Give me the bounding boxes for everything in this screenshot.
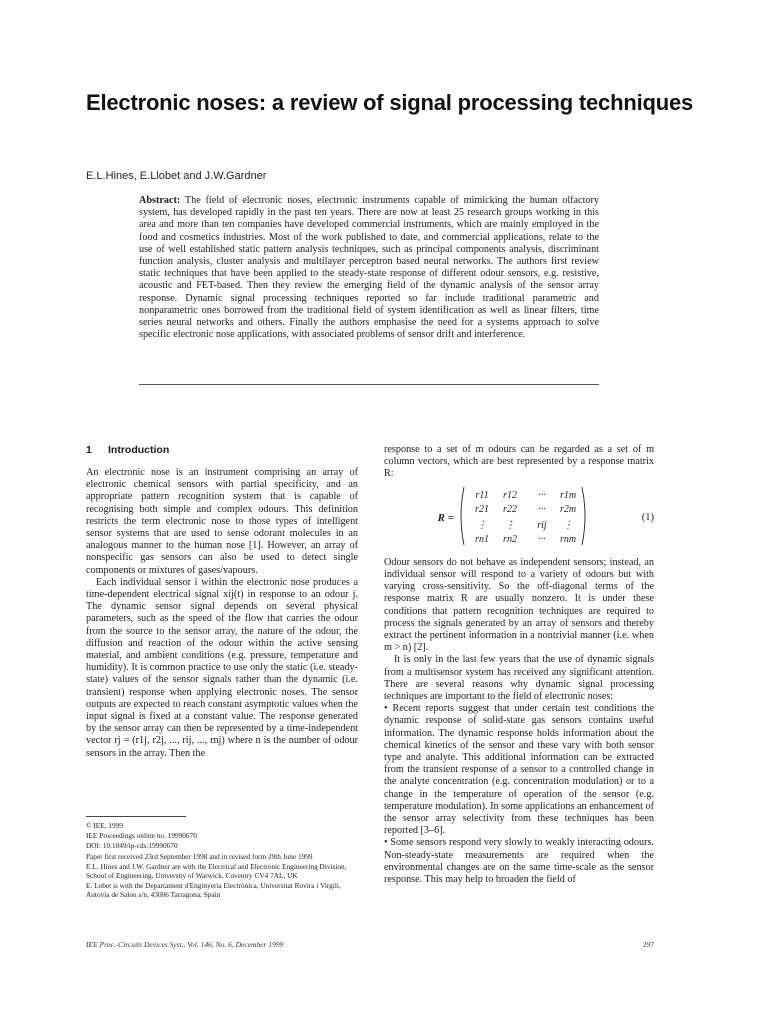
author-list: E.L.Hines, E.Llobet and J.W.Gardner	[86, 170, 267, 182]
footnotes	[86, 821, 358, 901]
paragraph: Each individual sensor i within the electronic nose produces a time-dependent electrical signal xij(t) in response to an odour j. The dynamic sensor signal depends on several physical parameters, such as the speed of the flow that carries the odour from the source to the sensor array, the nature of the odour, the diffusion and reaction of the odour within the active sensing material, and ambient conditions (e.g. pressure, temperature and humidity). It is common practice to use only the static (i.e. steady-state) values of the sensor signals rather than the dynamic (i.e. transient) response when applying electronic noses. The sensor outputs are expected to reach constant asymptotic values when the input signal is fixed at a constant value. The response generated by the sensor array can then be represented by a time-independent vector rj = (r1j, r2j, ..., rij, ..., rnj) where n is the number of odour sensors in the array. Then the	[86, 576, 358, 759]
paragraph: response to a set of m odours can be regarded as a set of m column vectors, which are best represented by a response matrix R:	[384, 444, 654, 480]
paragraph: An electronic nose is an instrument comprising an array of electronic chemical sensors with partial specificity, and an appropriate pattern recognition system that is capable of recognising both simple and complex odours. This definition restricts the term electronic nose to those types of intelligent sensor systems that are used to sense odorant molecules in an analogous manner to the human nose [1]. However, an array of nonspecific gas sensors can also be used to detect single components or mixtures of gases/vapours.	[86, 467, 358, 576]
footnote-divider	[86, 816, 186, 817]
matrix-cell: r22	[503, 503, 517, 515]
matrix-cell: ···	[538, 489, 546, 501]
matrix-cell: r1m	[559, 489, 577, 501]
paragraph: Odour sensors do not behave as independent sensors; instead, an individual sensor will respond to a variety of odours but with varying cross-sensitivity. So the off-diagonal terms of the response matrix R are usually nonzero. It is under these conditions that pattern recognition techniques are required to process the signals generated by an array of sensors and thereby extract the pertinent information in a nontrivial manner (i.e. when m > n) [2].	[384, 556, 654, 654]
left-column	[86, 467, 358, 760]
matrix-cell: r12	[503, 489, 517, 501]
matrix-svg	[458, 485, 588, 547]
matrix-cell: rij	[537, 519, 547, 531]
matrix-cell: ⋮	[477, 519, 487, 531]
matrix-cell: ⋮	[505, 519, 515, 531]
section-title: Introduction	[108, 444, 170, 456]
response-matrix	[458, 485, 588, 551]
bullet-paragraph: • Recent reports suggest that under certain test conditions the dynamic response of solid-state gas sensors contains useful information. The dynamic response holds information about the chemical kinetics of the sensor and these vary with both sensor type and analyte. This additional information can be extracted from the transient response of a sensor to a controlled change in the analyte concentration (e.g. concentration modulation) or to a change in the temperature of operation of the sensor (e.g. temperature modulation). In some applications an enhancement of the sensor array selectivity from these techniques has been reported [3–6].	[384, 703, 654, 837]
matrix-cell: r2m	[559, 503, 577, 515]
matrix-cell: ···	[538, 503, 546, 515]
right-column	[384, 444, 654, 886]
footnote: IEE Proceedings online no. 19990670	[86, 831, 197, 841]
abstract-divider	[139, 384, 599, 385]
section-number: 1	[86, 444, 92, 456]
paper-title: Electronic noses: a review of signal processing techniques	[86, 90, 694, 115]
abstract-label: Abstract:	[139, 195, 181, 206]
left-bracket	[461, 487, 464, 545]
paragraph: It is only in the last few years that the use of dynamic signals from a multisensor system has received any significant attention. There are several reasons why dynamic signal processing techniques are important to the field of electronic noses:	[384, 654, 654, 703]
bullet-paragraph: • Some sensors respond very slowly to weakly interacting odours. Non-steady-state measurements are required when the environmental changes are on the same time-scale as the sensor response. This may help to broaden the field of	[384, 837, 654, 886]
matrix-cell: ⋮	[563, 519, 573, 531]
matrix-cell: r21	[475, 503, 489, 515]
footnote: DOI: 10.1049/ip-cds:19990670	[86, 841, 178, 851]
footnote: E. Lobet is with the Departament d'Enginyeria Electrònica, Universitat Rovira i Virgili, Autovia de Salou s/n, 43006 Tarragona, Spain	[86, 881, 341, 900]
equation-lhs: R =	[437, 511, 454, 524]
matrix-cell: rn2	[503, 533, 517, 545]
matrix-cell: r11	[475, 489, 489, 501]
right-bracket	[582, 487, 585, 545]
page-number: 297	[642, 940, 654, 949]
equation	[384, 485, 654, 551]
abstract-block	[139, 195, 599, 341]
equation-number: (1)	[641, 511, 654, 523]
footnote: E.L. Hines and J.W. Gardner are with the Electrical and Electronic Engineering Division, School of Engineering, University of Warwick, Coventry CV4 7AL, UK	[86, 861, 347, 881]
matrix-cell: ···	[538, 533, 546, 545]
matrix-cell: rnm	[559, 533, 577, 545]
section-heading	[86, 444, 169, 456]
footnote: © IEE, 1999	[86, 821, 123, 830]
footnote: Paper first received 23rd September 1998 and in revised form 29th June 1999	[86, 851, 313, 861]
abstract-text: The field of electronic noses, electronic instruments capable of mimicking the human olfactory system, has developed rapidly in the past ten years. There are now at least 25 research groups working in this area and more than ten companies have developed commercial instruments, which are mainly employed in the food and cosmetics industries. Most of the work published to date, and commercial applications, relate to the use of well established static pattern analysis techniques, such as principal components analysis, discriminant function analysis, cluster analysis and multilayer perceptron based neural networks. The authors first review static techniques that have been applied to the steady-state response of different odour sensors, e.g. resistive, acoustic and FET-based. Then they review the emerging field of the dynamic analysis of the sensor array response. Dynamic signal processing techniques reported so far include traditional parametric and nonparametric ones borrowed from the traditional field of system identification as well as linear filters, time series neural networks and others. Finally the authors emphasise the need for a systems approach to solve specific electronic nose applications, with associated problems of sensor drift and interference.	[139, 195, 599, 341]
journal-footer: IEE Proc.-Circuits Devices Syst., Vol. 146, No. 6, December 1999	[86, 940, 284, 949]
matrix-cell: rn1	[475, 533, 489, 545]
